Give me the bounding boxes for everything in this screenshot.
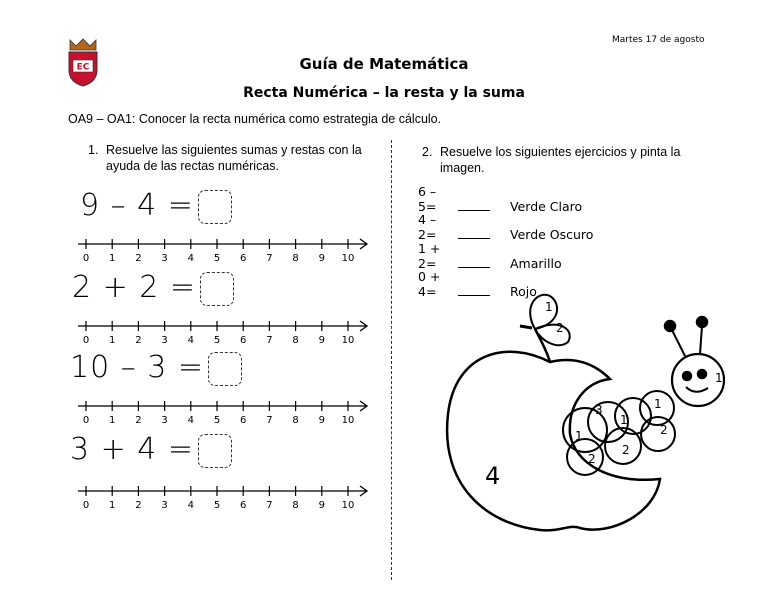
exercise-4-answer-box[interactable] — [198, 434, 232, 468]
number-line-4-tick-label: 0 — [82, 500, 90, 511]
number-line-1-tick-label: 2 — [135, 253, 142, 264]
worm-segment-label-c: 3 — [595, 403, 603, 417]
number-line-4-tick-label: 8 — [292, 500, 299, 511]
color-row-1-answer-blank[interactable] — [458, 200, 490, 211]
worm-segment-label-g: 2 — [660, 423, 668, 437]
color-row-3-answer-blank[interactable] — [458, 257, 490, 268]
number-line-1-tick-label: 7 — [266, 253, 273, 264]
worm-segment-label-f: 1 — [654, 397, 662, 411]
number-line-3-tick-label: 10 — [341, 415, 355, 426]
svg-text:EC: EC — [76, 62, 90, 73]
instruction-2 — [422, 144, 722, 178]
number-line-4-tick-label: 6 — [240, 500, 247, 511]
exercise-3-answer-box[interactable] — [208, 352, 242, 386]
worm-segment-label-a: 1 — [575, 429, 583, 443]
number-line-4-tick-label: 9 — [318, 500, 325, 511]
number-line-2-tick-label: 7 — [266, 335, 273, 346]
number-line-2-tick-label: 6 — [240, 335, 247, 346]
number-line-3-tick-label: 4 — [187, 415, 194, 426]
number-line-3-tick-label: 7 — [266, 415, 273, 426]
exercise-2 — [72, 270, 234, 306]
number-line-3-tick-label: 8 — [292, 415, 299, 426]
number-line-4-tick-label: 5 — [213, 500, 221, 511]
color-row-2-answer-blank[interactable] — [458, 228, 490, 239]
instruction-1 — [88, 142, 378, 176]
worm-segment-label-e: 2 — [622, 443, 630, 457]
number-line-4-tick-label: 2 — [135, 500, 142, 511]
color-row-1-color: Verde Claro — [510, 199, 583, 214]
date-label: Martes 17 de agosto — [612, 35, 705, 45]
number-line-2-tick-label: 0 — [82, 335, 90, 346]
exercise-3-expression: 10 – 3 = — [70, 350, 205, 385]
number-line-1-axis — [78, 239, 367, 249]
color-row-1 — [418, 184, 582, 214]
instruction-1-text: Resuelve las siguientes sumas y restas con la ayuda de las rectas numéricas. — [106, 143, 362, 173]
number-line-2 — [76, 316, 376, 346]
column-divider — [391, 140, 392, 580]
color-row-3-color: Amarillo — [510, 256, 562, 271]
number-line-1 — [76, 234, 376, 264]
page-title: Guía de Matemática — [299, 55, 469, 73]
number-line-2-tick-label: 3 — [161, 335, 168, 346]
number-line-1-tick-label: 3 — [161, 253, 168, 264]
color-row-2-color: Verde Oscuro — [510, 227, 594, 242]
number-line-3-tick-label: 9 — [318, 415, 325, 426]
number-line-3-tick-label: 5 — [213, 415, 221, 426]
number-line-2-tick-label: 10 — [341, 335, 355, 346]
number-line-3-tick-label: 2 — [135, 415, 142, 426]
instruction-2-number: 2. — [422, 145, 433, 159]
number-line-1-tick-label: 5 — [213, 253, 221, 264]
number-line-1-tick-label: 6 — [240, 253, 247, 264]
exercise-1-expression: 9 – 4 = — [80, 188, 194, 223]
number-line-4-tick-label: 10 — [341, 500, 355, 511]
color-row-1-equation: 6 – 5= — [418, 184, 437, 214]
learning-objective: OA9 – OA1: Conocer la recta numérica como estrategia de cálculo. — [68, 112, 442, 126]
instruction-1-number: 1. — [88, 143, 99, 157]
number-line-3-axis — [78, 401, 367, 411]
number-line-1-tick-label: 10 — [341, 253, 355, 264]
color-row-4-color: Rojo — [510, 284, 537, 299]
apple-worm-coloring-picture[interactable] — [410, 284, 740, 579]
number-line-4 — [76, 481, 376, 511]
apple-label: 4 — [485, 462, 501, 490]
head-label: 1 — [715, 371, 723, 385]
number-line-2-tick-label: 1 — [109, 335, 116, 346]
instruction-2-text: Resuelve los siguientes ejercicios y pinta la imagen. — [440, 145, 681, 175]
number-line-2-tick-label: 5 — [213, 335, 221, 346]
exercise-1 — [80, 188, 232, 224]
color-row-3-equation: 1 + 2= — [418, 241, 441, 271]
exercise-1-answer-box[interactable] — [198, 190, 232, 224]
number-line-4-tick-label: 1 — [109, 500, 116, 511]
exercise-4 — [70, 432, 232, 468]
number-line-3 — [76, 396, 376, 426]
worm-segment-label-b: 2 — [588, 452, 596, 466]
number-line-2-tick-label: 9 — [318, 335, 325, 346]
exercise-3 — [70, 350, 242, 386]
color-row-2-equation: 4 – 2= — [418, 212, 437, 242]
apple-outline — [447, 352, 660, 531]
number-line-4-tick-label: 4 — [187, 500, 194, 511]
worm-segment-label-d: 1 — [620, 413, 628, 427]
number-line-4-axis — [78, 486, 367, 496]
color-row-3 — [418, 241, 562, 271]
number-line-3-tick-label: 3 — [161, 415, 168, 426]
number-line-4-tick-label: 7 — [266, 500, 273, 511]
number-line-3-tick-label: 6 — [240, 415, 247, 426]
exercise-2-answer-box[interactable] — [200, 272, 234, 306]
page-subtitle: Recta Numérica – la resta y la suma — [243, 85, 525, 101]
exercise-2-expression: 2 + 2 = — [72, 270, 197, 305]
number-line-1-tick-label: 1 — [109, 253, 116, 264]
number-line-2-axis — [78, 321, 367, 331]
number-line-1-tick-label: 4 — [187, 253, 194, 264]
color-row-4-equation: 0 + 4= — [418, 269, 441, 299]
number-line-1-tick-label: 0 — [82, 253, 90, 264]
number-line-2-tick-label: 8 — [292, 335, 299, 346]
exercise-4-expression: 3 + 4 = — [70, 432, 195, 467]
number-line-3-tick-label: 1 — [109, 415, 116, 426]
leaf-bottom-label: 2 — [556, 321, 564, 335]
number-line-4-tick-label: 3 — [161, 500, 168, 511]
number-line-1-tick-label: 9 — [318, 253, 325, 264]
number-line-1-tick-label: 8 — [292, 253, 299, 264]
number-line-2-tick-label: 2 — [135, 335, 142, 346]
number-line-2-tick-label: 4 — [187, 335, 194, 346]
leaf-top-label: 1 — [545, 300, 553, 314]
color-row-2 — [418, 212, 593, 242]
number-line-3-tick-label: 0 — [82, 415, 90, 426]
